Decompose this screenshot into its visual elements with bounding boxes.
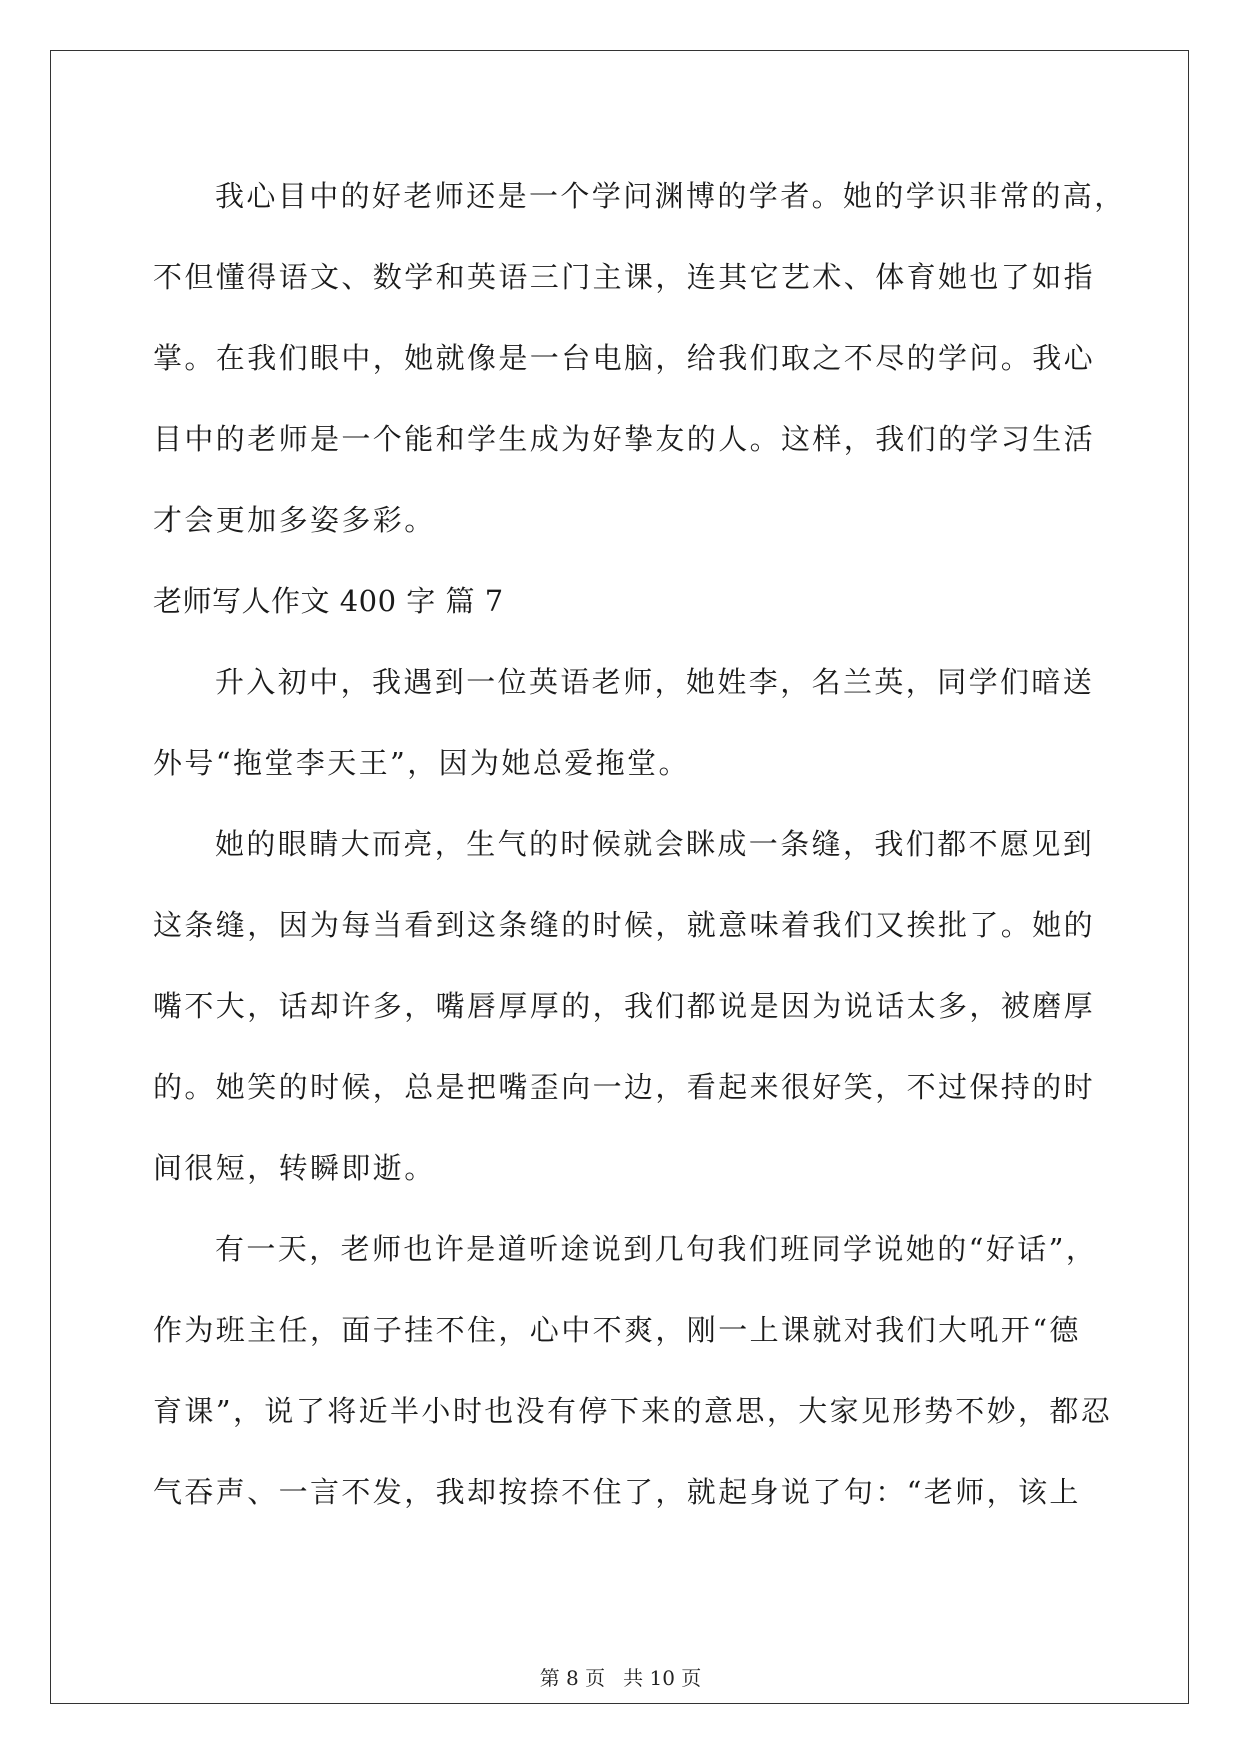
paragraph-line: 我心目中的好老师还是一个学问渊博的学者。她的学识非常的高， xyxy=(215,179,1126,213)
paragraph-line: 间很短，转瞬即逝。 xyxy=(153,1151,436,1185)
paragraph-line: 这条缝，因为每当看到这条缝的时候，就意味着我们又挨批了。她的 xyxy=(153,908,1096,942)
page-total: 共 10 页 xyxy=(623,1666,702,1690)
paragraph-line: 目中的老师是一个能和学生成为好挚友的人。这样，我们的学习生活 xyxy=(153,422,1096,456)
paragraph-line: 她的眼睛大而亮，生气的时候就会眯成一条缝，我们都不愿见到 xyxy=(215,827,1095,861)
paragraph-line: 的。她笑的时候，总是把嘴歪向一边，看起来很好笑，不过保持的时 xyxy=(153,1070,1096,1104)
section-heading: 老师写人作文 400 字 篇 7 xyxy=(153,584,504,618)
page-number: 第 8 页 xyxy=(539,1666,606,1690)
paragraph-line: 育课”，说了将近半小时也没有停下来的意思，大家见形势不妙，都忍 xyxy=(153,1394,1113,1428)
paragraph-line: 作为班主任，面子挂不住，心中不爽，刚一上课就对我们大吼开“德 xyxy=(153,1313,1081,1347)
paragraph-line: 有一天，老师也许是道听途说到几句我们班同学说她的“好话”， xyxy=(215,1232,1098,1266)
paragraph-line: 气吞声、一言不发，我却按捺不住了，就起身说了句：“老师，该上 xyxy=(153,1475,1081,1509)
paragraph-line: 嘴不大，话却许多，嘴唇厚厚的，我们都说是因为说话太多，被磨厚 xyxy=(153,989,1096,1023)
paragraph-line: 掌。在我们眼中，她就像是一台电脑，给我们取之不尽的学问。我心 xyxy=(153,341,1096,375)
paragraph-line: 升入初中，我遇到一位英语老师，她姓李，名兰英，同学们暗送 xyxy=(215,665,1095,699)
paragraph-line: 才会更加多姿多彩。 xyxy=(153,503,436,537)
paragraph-line: 外号“拖堂李天王”，因为她总爱拖堂。 xyxy=(153,746,690,780)
document-body xyxy=(153,160,1126,1537)
paragraph-line: 不但懂得语文、数学和英语三门主课，连其它艺术、体育她也了如指 xyxy=(153,260,1096,294)
page-footer xyxy=(0,1662,1241,1691)
